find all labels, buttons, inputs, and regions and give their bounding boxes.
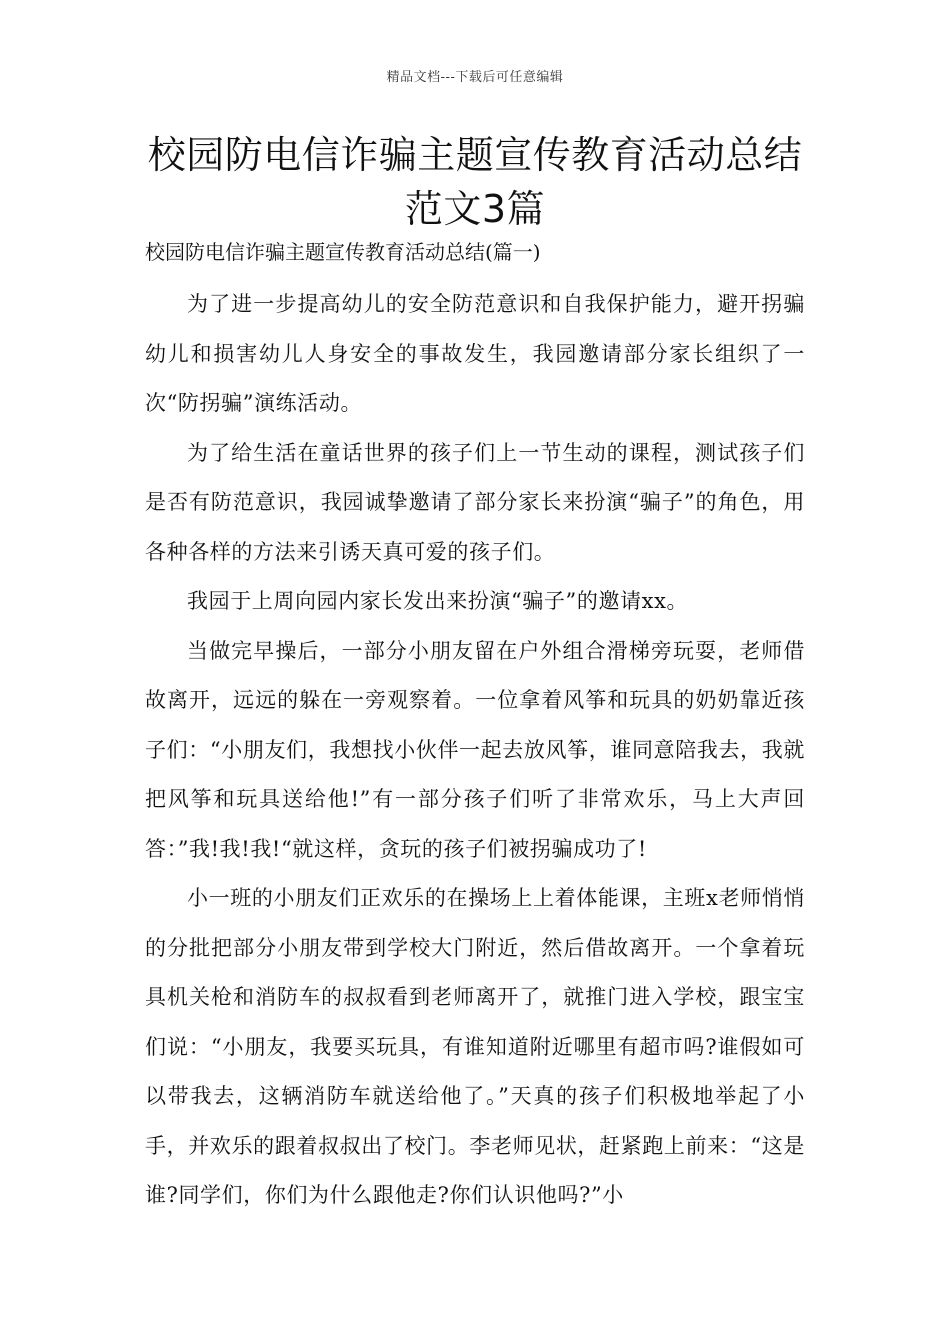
- paragraph: 为了进一步提高幼儿的安全防范意识和自我保护能力，避开拐骗幼儿和损害幼儿人身安全的事故发生，我园邀请部分家长组织了一次“防拐骗”演练活动。: [145, 292, 805, 415]
- document-body: [145, 280, 805, 1221]
- paragraph: 小一班的小朋友们正欢乐的在操场上上着体能课，主班x老师悄悄的分批把部分小朋友带到学校大门附近，然后借故离开。一个拿着玩具机关枪和消防车的叔叔看到老师离开了，就推门进入学校，跟宝宝们说：“小朋友，我要买玩具，有谁知道附近哪里有超市吗?谁假如可以带我去，这辆消防车就送给他了。”天真的孩子们积极地举起了小手，并欢乐的跟着叔叔出了校门。李老师见状，赶紧跑上前来：“这是谁?同学们，你们为什么跟他走?你们认识他吗?”小: [145, 886, 805, 1207]
- paragraph: 我园于上周向园内家长发出来扮演“骗子”的邀请xx。: [187, 589, 689, 613]
- paragraph: 当做完早操后，一部分小朋友留在户外组合滑梯旁玩耍，老师借故离开，远远的躲在一旁观察着。一位拿着风筝和玩具的奶奶靠近孩子们：“小朋友们，我想找小伙伴一起去放风筝，谁同意陪我去，我就把风筝和玩具送给他!”有一部分孩子们听了非常欢乐，马上大声回答：”我!我!我!“就这样，贪玩的孩子们被拐骗成功了!: [145, 638, 805, 861]
- paragraph: 为了给生活在童话世界的孩子们上一节生动的课程，测试孩子们是否有防范意识，我园诚挚邀请了部分家长来扮演“骗子”的角色，用各种各样的方法来引诱天真可爱的孩子们。: [145, 440, 805, 564]
- section-heading: 校园防电信诈骗主题宣传教育活动总结(篇一): [145, 240, 541, 264]
- header-note: 精品文档---下载后可任意编辑: [386, 70, 564, 85]
- document-title: 校园防电信诈骗主题宣传教育活动总结范文3篇: [147, 133, 803, 231]
